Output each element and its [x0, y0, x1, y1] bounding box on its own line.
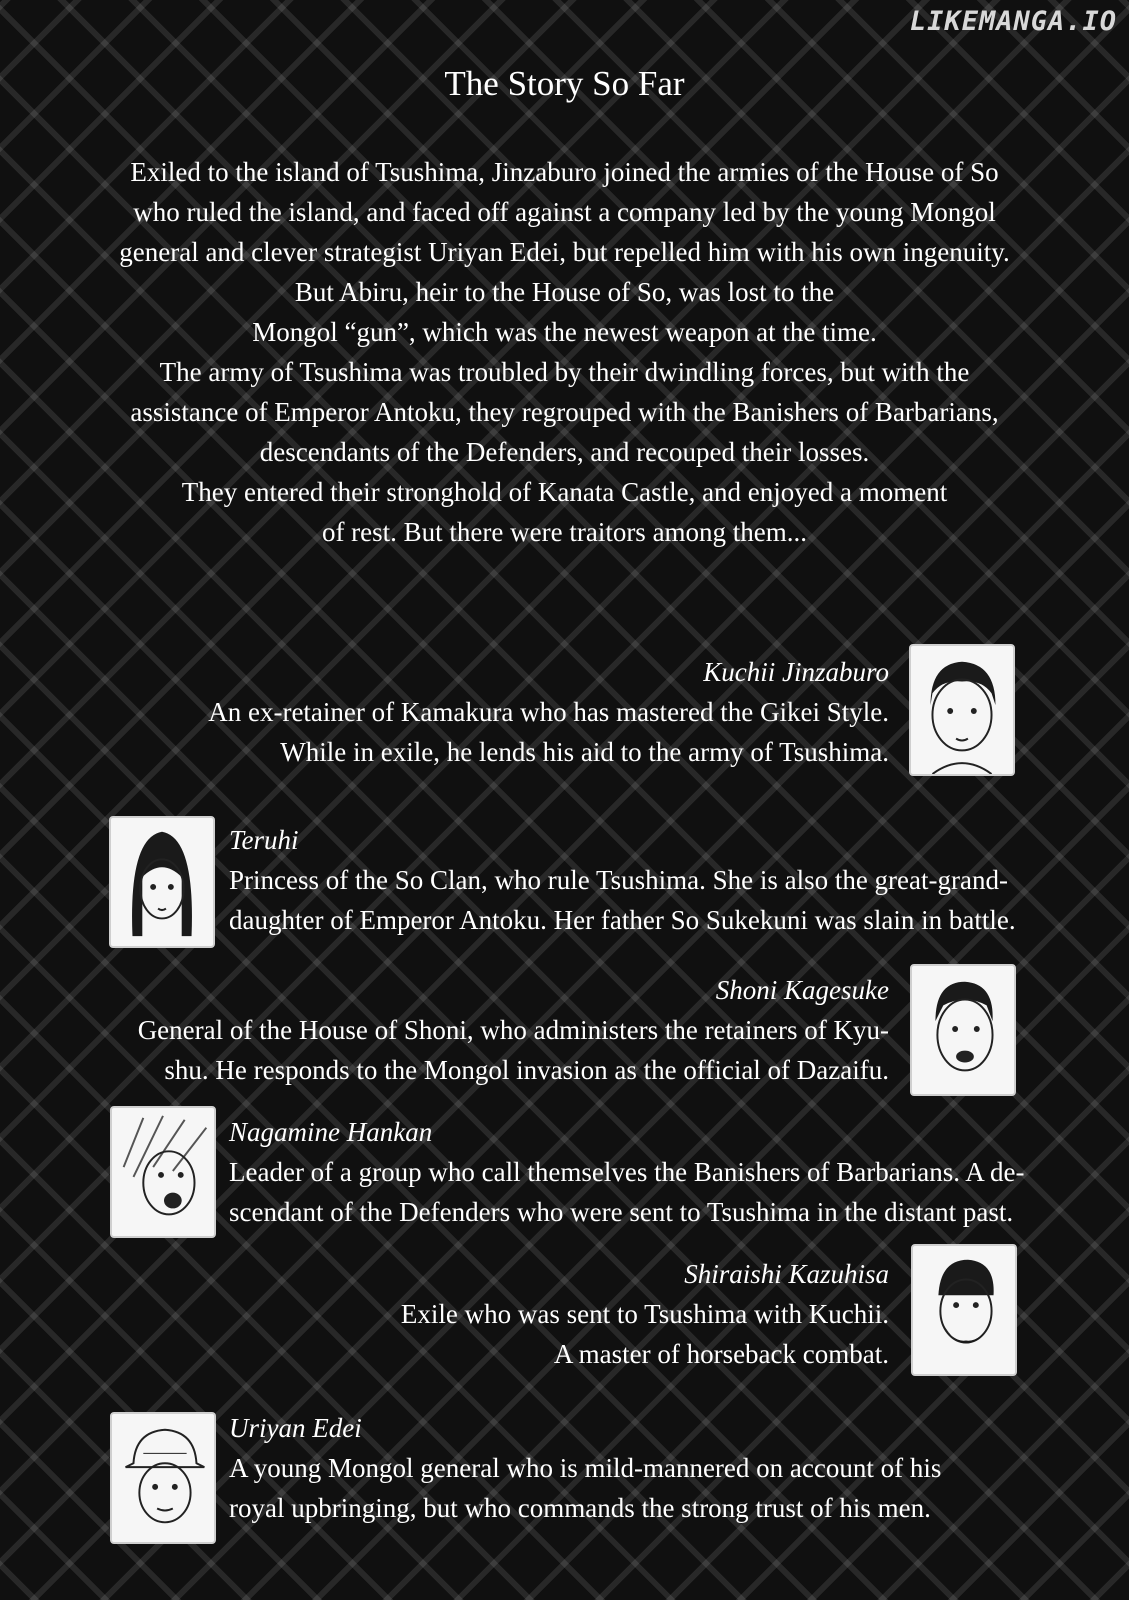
- portrait-image: [110, 1412, 216, 1544]
- character-description: Princess of the So Clan, who rule Tsushima. She is also the great-grand- daughter of Emperor Antoku. Her father So Sukekuni was slain in battle.: [229, 865, 1016, 935]
- character-name: Nagamine Hankan: [229, 1117, 433, 1147]
- character-description: Leader of a group who call themselves the Banishers of Barbarians. A de- scendant of the Defenders who were sent to Tsushima in the distant past.: [229, 1157, 1025, 1227]
- summary-line: The army of Tsushima was troubled by their dwindling forces, but with the: [159, 357, 970, 387]
- summary-line: descendants of the Defenders, and recouped their losses.: [259, 437, 870, 467]
- character-shiraishi-kazuhisa: [0, 1254, 1129, 1394]
- character-kuchii-jinzaburo: [0, 640, 1129, 780]
- summary-line: general and clever strategist Uriyan Edei, but repelled him with his own ingenuity.: [119, 237, 1010, 267]
- page-title: The Story So Far: [444, 64, 685, 103]
- character-description: General of the House of Shoni, who administers the retainers of Kyu- shu. He responds to the Mongol invasion as the official of Dazaifu.: [137, 1015, 889, 1085]
- character-description: An ex-retainer of Kamakura who has mastered the Gikei Style. While in exile, he lends his aid to the army of Tsushima.: [208, 697, 889, 767]
- character-uriyan-edei: [0, 1404, 1129, 1554]
- summary-line: who ruled the island, and faced off against a company led by the young Mongol: [133, 197, 996, 227]
- summary-line: They entered their stronghold of Kanata Castle, and enjoyed a moment: [181, 477, 948, 507]
- character-teruhi: [0, 812, 1129, 952]
- summary-line: of rest. But there were traitors among them...: [321, 517, 808, 547]
- portrait-image: [911, 1244, 1017, 1376]
- summary-line: Mongol “gun”, which was the newest weapon at the time.: [252, 317, 877, 347]
- character-nagamine-hankan: [0, 1104, 1129, 1244]
- portrait-image: [109, 816, 215, 948]
- character-shoni-kagesuke: [0, 962, 1129, 1102]
- character-name: Shiraishi Kazuhisa: [684, 1259, 889, 1289]
- character-name: Shoni Kagesuke: [715, 975, 889, 1005]
- summary-line: But Abiru, heir to the House of So, was lost to the: [294, 277, 835, 307]
- character-name: Teruhi: [229, 825, 299, 855]
- character-name: Kuchii Jinzaburo: [703, 657, 889, 687]
- portrait-image: [910, 964, 1016, 1096]
- character-name: Uriyan Edei: [229, 1413, 362, 1443]
- portrait-image: [110, 1106, 216, 1238]
- portrait-image: [909, 644, 1015, 776]
- summary-line: assistance of Emperor Antoku, they regrouped with the Banishers of Barbarians,: [130, 397, 999, 427]
- watermark: LIKEMANGA.IO: [909, 6, 1117, 37]
- character-description: A young Mongol general who is mild-mannered on account of his royal upbringing, but who commands the strong trust of his men.: [229, 1453, 942, 1523]
- story-summary: [40, 152, 1089, 552]
- summary-line: Exiled to the island of Tsushima, Jinzaburo joined the armies of the House of So: [130, 157, 999, 187]
- character-description: Exile who was sent to Tsushima with Kuchii. A master of horseback combat.: [400, 1299, 889, 1369]
